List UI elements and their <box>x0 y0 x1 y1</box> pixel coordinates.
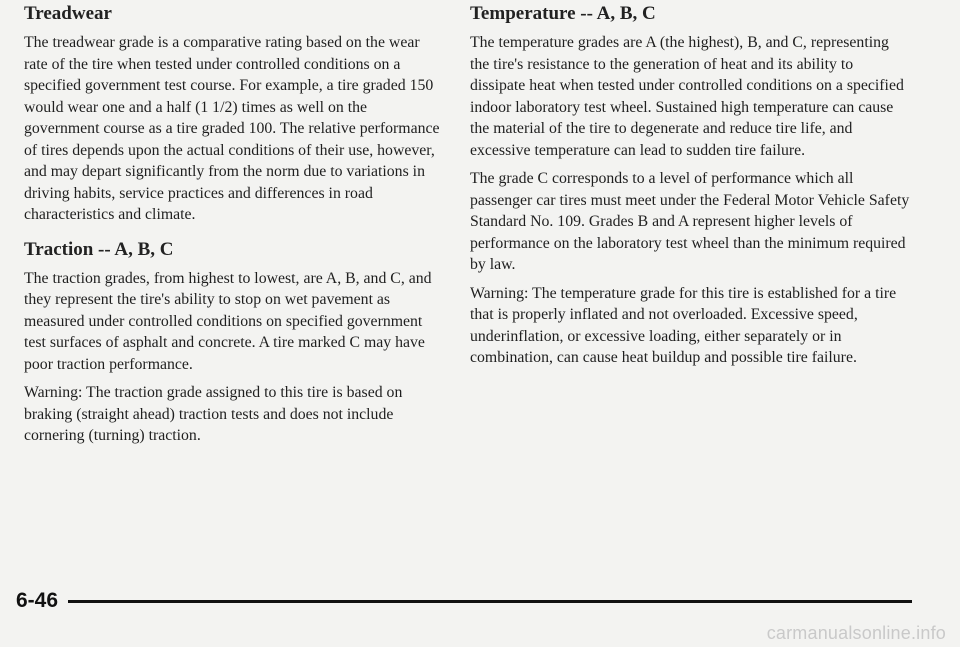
footer-rule <box>68 600 912 603</box>
watermark: carmanualsonline.info <box>766 623 946 643</box>
traction-heading: Traction -- A, B, C <box>24 238 174 260</box>
treadwear-heading: Treadwear <box>24 3 112 24</box>
treadwear-paragraph: The treadwear grade is a comparative rating based on the wear rate of the tire when tested under controlled conditions on a specified government test course. For example, a tire graded 150 would wear one and a half (1 1/2) times as well on the government course as a tire graded 100. The relative performance of tires depends upon the actual conditions of their use, however, and may depart significantly from the norm due to variations in driving habits, service practices and differences in road characteristics and climate. <box>24 34 440 223</box>
temperature-paragraph-2: The grade C corresponds to a level of performance which all passenger car tires must meet under the Federal Motor Vehicle Safety Standard No. 109. Grades B and A represent higher levels of performance on the laboratory test wheel than the minimum required by law. <box>470 170 910 273</box>
temperature-warning: Warning: The temperature grade for this tire is established for a tire that is properly inflated and not overloaded. Excessive speed, underinflation, or excessive loading, either separately or in combination, can cause heat buildup and possible tire failure. <box>470 284 897 366</box>
traction-warning: Warning: The traction grade assigned to this tire is based on braking (straight ahead) traction tests and does not include cornering (turning) traction. <box>24 384 403 444</box>
traction-paragraph: The traction grades, from highest to lowest, are A, B, and C, and they represent the tire's ability to stop on wet pavement as measured under controlled conditions on specified government test surfaces of asphalt and concrete. A tire marked C may have poor traction performance. <box>24 269 432 373</box>
page-footer <box>16 588 896 614</box>
left-column <box>24 2 444 454</box>
temperature-paragraph-1: The temperature grades are A (the highest), B, and C, representing the tire's resistance to the generation of heat and its ability to dissipate heat when tested under controlled conditions on a specified indoor laboratory test wheel. Sustained high temperature can cause the material of the tire to degenerate and reduce tire life, and excessive temperature can lead to sudden tire failure. <box>470 34 904 159</box>
right-column <box>470 2 910 376</box>
temperature-heading: Temperature -- A, B, C <box>470 3 656 24</box>
page-number: 6-46 <box>16 589 59 612</box>
